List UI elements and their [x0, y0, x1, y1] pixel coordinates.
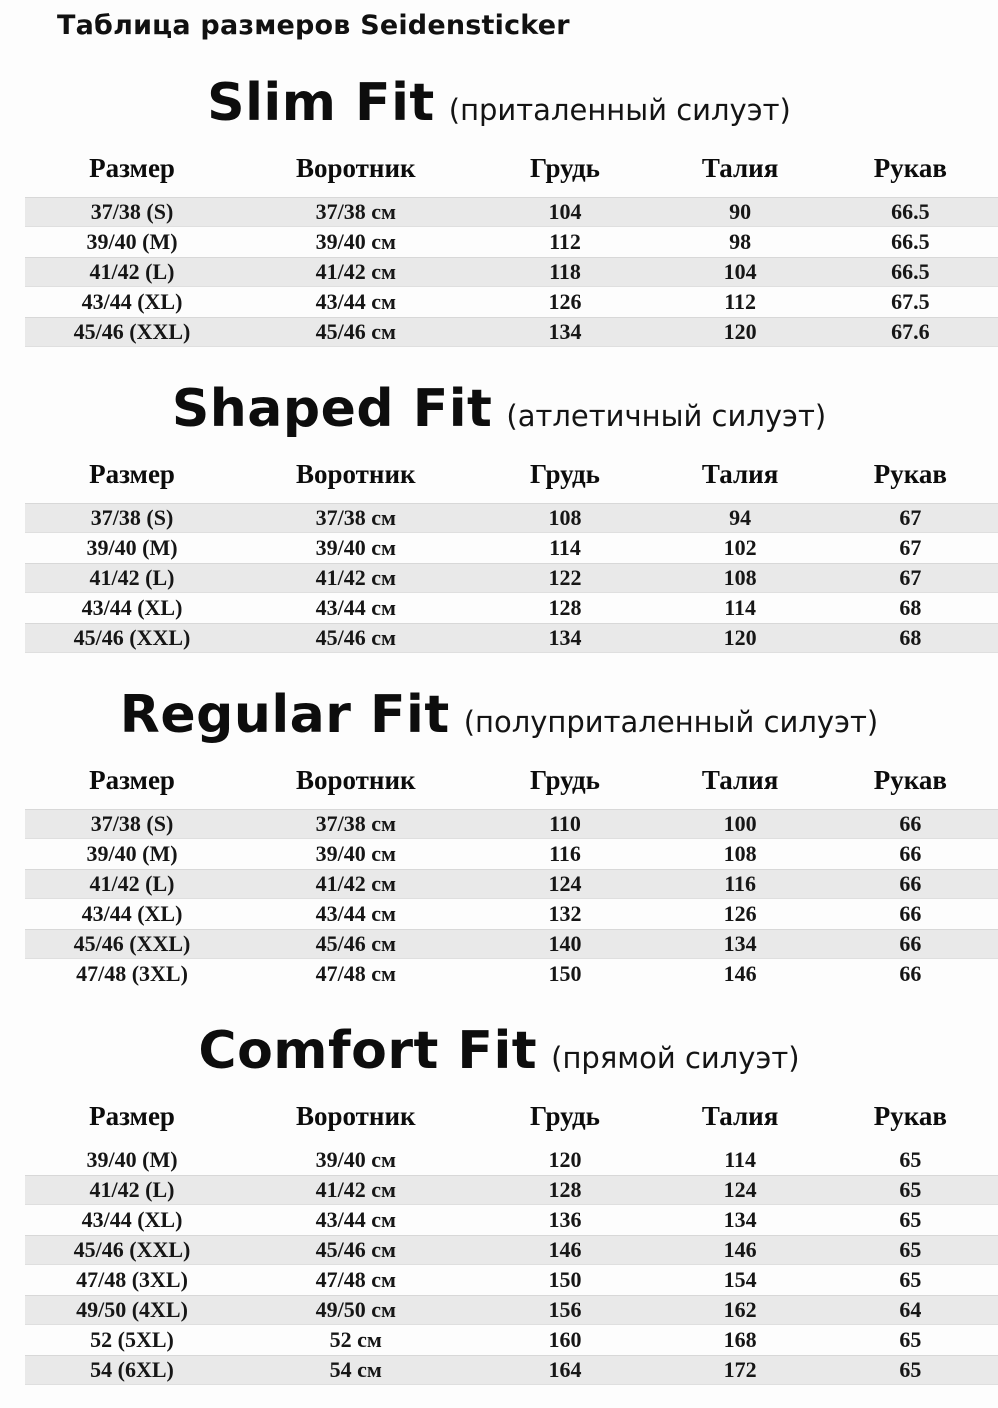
table-cell: 45/46 см	[315, 931, 396, 956]
table-row	[25, 959, 998, 989]
table-cell: 108	[723, 841, 757, 866]
table-cell: 98	[729, 229, 752, 254]
table-cell: 65	[899, 1357, 922, 1382]
table-row	[25, 197, 998, 227]
table-cell: 65	[899, 1147, 922, 1172]
section-title	[0, 65, 998, 137]
table-row	[25, 929, 998, 959]
column-header: Грудь	[530, 1100, 600, 1131]
table-cell: 134	[723, 1207, 757, 1232]
table-header-row	[25, 457, 998, 491]
table-cell: 41/42 (L)	[89, 565, 175, 590]
fit-subtitle: (приталенный силуэт)	[448, 93, 791, 127]
table-cell: 90	[729, 199, 752, 224]
table-cell: 45/46 (XXL)	[73, 931, 191, 956]
section-title	[0, 677, 998, 749]
table-cell: 39/40 (M)	[86, 535, 178, 560]
table-row	[25, 1235, 998, 1265]
table-header-row	[25, 151, 998, 185]
table-cell: 43/44 (XL)	[81, 595, 183, 620]
fit-name: Regular Fit	[119, 685, 450, 745]
table-row	[25, 287, 998, 317]
table-cell: 114	[724, 1147, 757, 1172]
table-cell: 146	[548, 1237, 582, 1262]
table-cell: 116	[724, 871, 757, 896]
table-cell: 120	[723, 319, 757, 344]
table-cell: 66.5	[891, 259, 930, 284]
table-cell: 37/38 (S)	[90, 505, 174, 530]
table-cell: 64	[899, 1297, 922, 1322]
table-cell: 45/46 (XXL)	[73, 1237, 191, 1262]
table-cell: 52 см	[329, 1327, 382, 1352]
table-cell: 67	[899, 505, 922, 530]
table-row	[25, 839, 998, 869]
fit-subtitle: (полуприталенный силуэт)	[463, 705, 879, 739]
table-cell: 164	[548, 1357, 582, 1382]
table-cell: 43/44 (XL)	[81, 289, 183, 314]
table-row	[25, 899, 998, 929]
table-cell: 128	[548, 1177, 582, 1202]
table-cell: 108	[548, 505, 582, 530]
table-cell: 128	[548, 595, 582, 620]
table-cell: 126	[723, 901, 757, 926]
column-header: Талия	[701, 764, 779, 795]
table-cell: 37/38 (S)	[90, 199, 174, 224]
table-row	[25, 623, 998, 653]
table-cell: 37/38 (S)	[90, 811, 174, 836]
table-cell: 120	[723, 625, 757, 650]
table-cell: 39/40 см	[315, 535, 396, 560]
table-cell: 65	[899, 1267, 922, 1292]
size-table	[25, 763, 998, 989]
table-cell: 100	[723, 811, 757, 836]
table-cell: 41/42 см	[315, 871, 396, 896]
table-cell: 45/46 (XXL)	[73, 319, 191, 344]
fit-name: Slim Fit	[207, 73, 435, 133]
table-row	[25, 1355, 998, 1385]
column-header: Грудь	[530, 764, 600, 795]
table-cell: 114	[549, 535, 581, 560]
table-cell: 114	[724, 595, 757, 620]
column-header: Рукав	[873, 764, 947, 795]
table-cell: 45/46 (XXL)	[73, 625, 191, 650]
table-cell: 172	[723, 1357, 757, 1382]
table-row	[25, 1265, 998, 1295]
table-cell: 49/50 (4XL)	[76, 1297, 188, 1322]
table-row	[25, 1205, 998, 1235]
table-row	[25, 533, 998, 563]
table-cell: 65	[899, 1327, 922, 1352]
table-cell: 124	[723, 1177, 757, 1202]
table-body	[25, 809, 998, 989]
column-header: Размер	[89, 764, 175, 795]
table-cell: 45/46 см	[315, 319, 396, 344]
page-title: Таблица размеров Seidensticker	[57, 10, 570, 41]
table-cell: 43/44 см	[315, 901, 396, 926]
column-header: Рукав	[873, 458, 947, 489]
table-row	[25, 809, 998, 839]
table-header-row	[25, 763, 998, 797]
table-cell: 43/44 (XL)	[81, 1207, 183, 1232]
table-cell: 134	[723, 931, 757, 956]
column-header: Талия	[701, 152, 779, 183]
table-row	[25, 1295, 998, 1325]
table-cell: 162	[723, 1297, 757, 1322]
table-cell: 41/42 см	[315, 1177, 396, 1202]
table-cell: 146	[723, 961, 757, 986]
column-header: Талия	[701, 458, 779, 489]
table-cell: 43/44 см	[315, 595, 396, 620]
fit-section	[0, 677, 998, 989]
column-header: Воротник	[296, 458, 416, 489]
table-cell: 68	[899, 625, 922, 650]
table-cell: 54 (6XL)	[90, 1357, 174, 1382]
table-cell: 39/40 см	[315, 841, 396, 866]
table-cell: 43/44 см	[315, 1207, 396, 1232]
column-header: Грудь	[530, 152, 600, 183]
table-cell: 104	[723, 259, 757, 284]
table-cell: 112	[549, 229, 581, 254]
table-cell: 45/46 см	[315, 1237, 396, 1262]
table-cell: 94	[729, 505, 752, 530]
table-cell: 67.6	[891, 319, 930, 344]
table-cell: 41/42 см	[315, 565, 396, 590]
table-cell: 66	[899, 871, 922, 896]
table-cell: 168	[723, 1327, 757, 1352]
table-row	[25, 593, 998, 623]
table-cell: 104	[548, 199, 582, 224]
size-table	[25, 1099, 998, 1385]
table-cell: 49/50 см	[315, 1297, 396, 1322]
table-body	[25, 1145, 998, 1385]
table-cell: 150	[548, 1267, 582, 1292]
table-row	[25, 227, 998, 257]
table-cell: 39/40 см	[315, 1147, 396, 1172]
column-header: Размер	[89, 1100, 175, 1131]
table-cell: 39/40 (M)	[86, 1147, 178, 1172]
table-row	[25, 317, 998, 347]
section-title	[0, 1013, 998, 1085]
table-cell: 47/48 см	[315, 961, 396, 986]
table-cell: 39/40 (M)	[86, 229, 178, 254]
table-cell: 47/48 см	[315, 1267, 396, 1292]
fit-section	[0, 65, 998, 347]
table-cell: 66.5	[891, 229, 930, 254]
table-cell: 156	[548, 1297, 582, 1322]
table-row	[25, 257, 998, 287]
table-cell: 110	[549, 811, 581, 836]
table-cell: 66	[899, 931, 922, 956]
column-header: Размер	[89, 152, 175, 183]
table-cell: 67.5	[891, 289, 930, 314]
table-row	[25, 1325, 998, 1355]
table-cell: 43/44 см	[315, 289, 396, 314]
size-table	[25, 457, 998, 653]
table-cell: 67	[899, 535, 922, 560]
table-cell: 68	[899, 595, 922, 620]
table-header-row	[25, 1099, 998, 1133]
table-cell: 65	[899, 1177, 922, 1202]
column-header: Воротник	[296, 152, 416, 183]
table-cell: 66	[899, 961, 922, 986]
table-cell: 65	[899, 1207, 922, 1232]
table-cell: 108	[723, 565, 757, 590]
table-cell: 134	[548, 625, 582, 650]
column-header: Талия	[701, 1100, 779, 1131]
table-cell: 37/38 см	[315, 811, 396, 836]
table-cell: 126	[548, 289, 582, 314]
table-cell: 37/38 см	[315, 505, 396, 530]
column-header: Размер	[89, 458, 175, 489]
table-cell: 112	[724, 289, 757, 314]
table-cell: 136	[548, 1207, 582, 1232]
table-cell: 102	[723, 535, 757, 560]
column-header: Грудь	[530, 458, 600, 489]
table-cell: 66	[899, 811, 922, 836]
table-cell: 39/40 см	[315, 229, 396, 254]
fit-subtitle: (атлетичный силуэт)	[506, 399, 827, 433]
column-header: Воротник	[296, 764, 416, 795]
table-cell: 47/48 (3XL)	[76, 1267, 188, 1292]
table-cell: 67	[899, 565, 922, 590]
table-cell: 54 см	[329, 1357, 382, 1382]
table-row	[25, 869, 998, 899]
table-cell: 43/44 (XL)	[81, 901, 183, 926]
fit-section	[0, 371, 998, 653]
table-cell: 65	[899, 1237, 922, 1262]
table-cell: 47/48 (3XL)	[76, 961, 188, 986]
column-header: Рукав	[873, 152, 947, 183]
table-cell: 41/42 (L)	[89, 259, 175, 284]
table-cell: 124	[548, 871, 582, 896]
column-header: Рукав	[873, 1100, 947, 1131]
table-row	[25, 1175, 998, 1205]
table-cell: 116	[549, 841, 581, 866]
table-body	[25, 197, 998, 347]
table-cell: 150	[548, 961, 582, 986]
table-cell: 39/40 (M)	[86, 841, 178, 866]
table-cell: 66.5	[891, 199, 930, 224]
fit-name: Comfort Fit	[198, 1021, 538, 1081]
table-cell: 41/42 (L)	[89, 871, 175, 896]
column-header: Воротник	[296, 1100, 416, 1131]
table-cell: 134	[548, 319, 582, 344]
table-body	[25, 503, 998, 653]
table-cell: 52 (5XL)	[90, 1327, 174, 1352]
fit-name: Shaped Fit	[171, 379, 493, 439]
table-cell: 41/42 см	[315, 259, 396, 284]
table-cell: 66	[899, 841, 922, 866]
section-title	[0, 371, 998, 443]
table-cell: 41/42 (L)	[89, 1177, 175, 1202]
table-cell: 37/38 см	[315, 199, 396, 224]
table-cell: 118	[549, 259, 581, 284]
size-table	[25, 151, 998, 347]
table-row	[25, 503, 998, 533]
table-row	[25, 563, 998, 593]
table-cell: 122	[548, 565, 582, 590]
table-cell: 160	[548, 1327, 582, 1352]
table-cell: 154	[723, 1267, 757, 1292]
table-cell: 45/46 см	[315, 625, 396, 650]
table-cell: 132	[548, 901, 582, 926]
table-cell: 120	[548, 1147, 582, 1172]
table-cell: 140	[548, 931, 582, 956]
table-cell: 66	[899, 901, 922, 926]
sections-container	[0, 65, 998, 1385]
table-cell: 146	[723, 1237, 757, 1262]
fit-subtitle: (прямой силуэт)	[551, 1041, 800, 1075]
table-row	[25, 1145, 998, 1175]
fit-section	[0, 1013, 998, 1385]
